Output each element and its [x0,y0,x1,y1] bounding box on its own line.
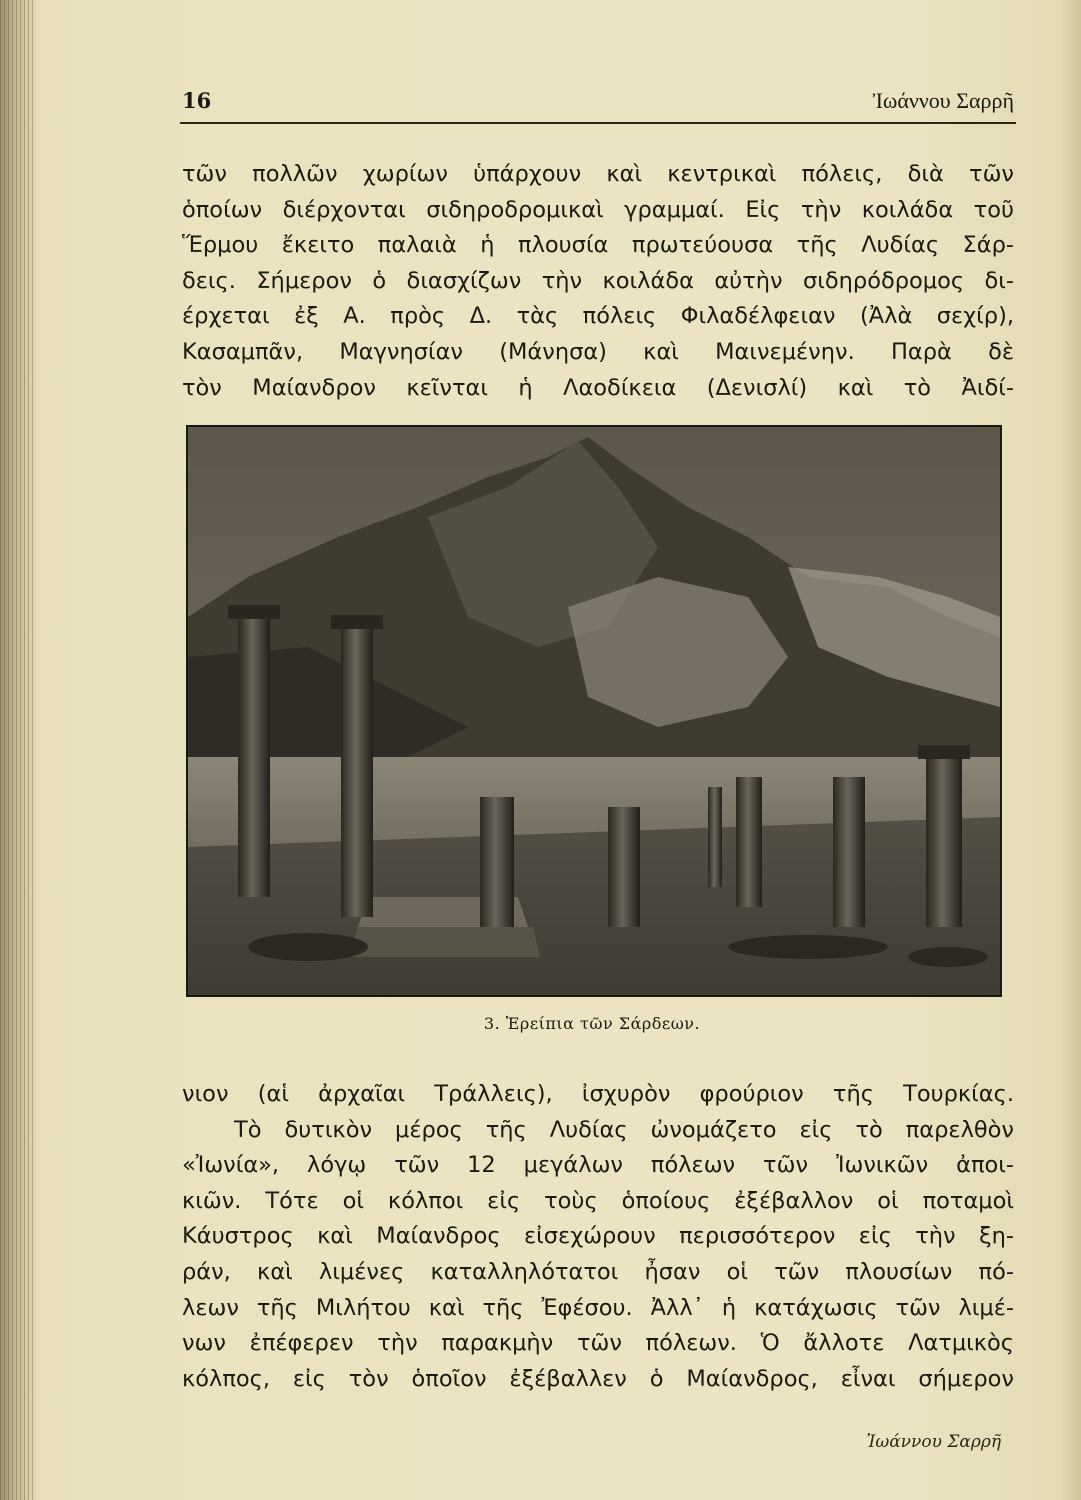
column [708,787,722,887]
text-line: τῶν πολλῶν χωρίων ὑπάρχουν καὶ κεντρικαὶ πόλεις, διὰ τῶν [182,161,1014,187]
text-line: κόλπος, εἰς τὸν ὁποῖον ἐξέβαλλεν ὁ Μαίανδρος, εἶναι σήμερον [182,1365,1014,1392]
running-head: Ἰωάννου Σαρρῆ [872,88,1014,113]
column [341,627,373,917]
text-block-bottom [182,1077,1014,1397]
column [608,807,640,927]
column [736,777,762,907]
page-gutter [0,0,36,1500]
text-line: τὸν Μαίανδρον κεῖνται ἡ Λαοδίκεια (Δενισλί) καὶ τὸ Ἀιδί- [182,374,1014,401]
photo-illustration [188,427,1000,995]
text-line: νιον (αἱ ἀρχαῖαι Τράλλεις), ἰσχυρὸν φρούριον τῆς Τουρκίας. [182,1081,1014,1107]
figure-caption: 3. Ἐρείπια τῶν Σάρδεων. [483,1014,701,1033]
text-line: κιῶν. Τότε οἱ κόλποι εἰς τοὺς ὁποίους ἐξέβαλλον οἱ ποταμοὶ [182,1187,1014,1214]
page-header [180,86,1016,124]
text-line: Ἕρμου ἔκειτο παλαιὰ ἡ πλουσία πρωτεύουσα τῆς Λυδίας Σάρ- [182,232,1014,259]
figure-photo-sardis-ruins [186,425,1002,997]
column [480,797,514,927]
text-line: Τὸ δυτικὸν μέρος τῆς Λυδίας ὠνομάζετο εἰς τὸ παρελθὸν [234,1116,1014,1143]
owner-signature: Ἰωάννου Σαρρῆ [866,1432,1001,1452]
text-line: έρχεται ἐξ Α. πρὸς Δ. τὰς πόλεις Φιλαδέλφειαν (Ἀλὰ σεχίρ), [182,303,1014,330]
text-line: Κάυστρος καὶ Μαίανδρος εἰσεχώρουν περισσότερον εἰς τὴν ξη- [182,1223,1014,1250]
text-line: Κασαμπᾶν, Μαγνησίαν (Μάνησα) καὶ Μαινεμένην. Παρὰ δὲ [182,338,1014,365]
text-line: ράν, καὶ λιμένες καταλληλότατοι ἦσαν οἱ τῶν πλουσίων πό- [182,1258,1014,1285]
text-line: λεων τῆς Μιλήτου καὶ τῆς Ἐφέσου. Ἀλλ᾽ ἡ κατάχωσις τῶν λιμέ- [182,1294,1014,1321]
text-line: δεις. Σήμερον ὁ διασχίζων τὴν κοιλάδα αὐτὴν σιδηρόδρομος δι- [182,267,1014,294]
column [926,757,962,927]
column [238,617,270,897]
text-line: «Ἰωνία», λόγῳ τῶν 12 μεγάλων πόλεων τῶν Ἰωνικῶν ἀποι- [182,1152,1014,1179]
text-block-top [182,157,1014,406]
page-number: 16 [182,88,212,113]
text-line: νων ἐπέφερεν τὴν παρακμὴν τῶν πόλεων. Ὁ ἄλλοτε Λατμικὸς [182,1330,1014,1357]
column [833,777,865,927]
text-line: ὁποίων διέρχονται σιδηροδρομικαὶ γραμμαί. Εἰς τὴν κοιλάδα τοῦ [182,196,1014,223]
